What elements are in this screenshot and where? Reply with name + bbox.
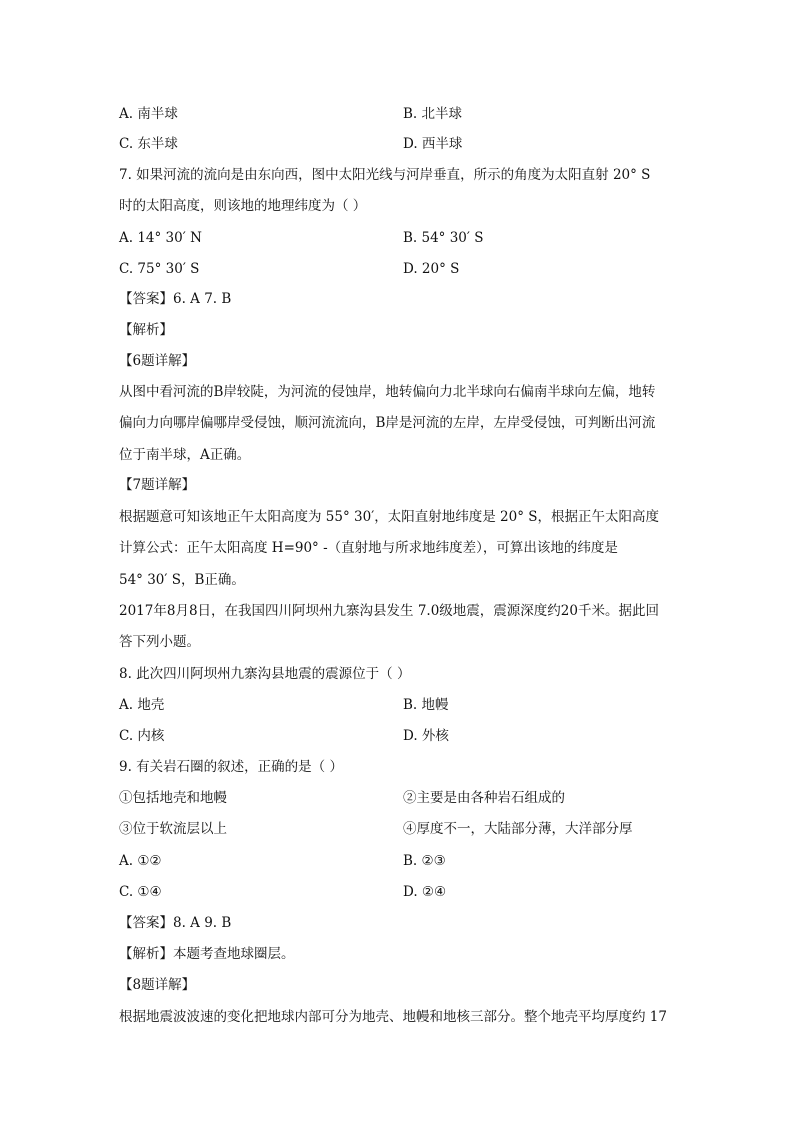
q9-option-c: C. ①④	[119, 884, 162, 900]
q7-stem-line-1: 7. 如果河流的流向是由东向西，图中太阳光线与河岸垂直，所示的角度为太阳直射 20° S	[119, 167, 651, 183]
q7-option-b: B. 54° 30′ S	[403, 230, 484, 246]
q9-option-b: B. ②③	[403, 853, 446, 869]
q8-detail-line-1: 根据地震波波速的变化把地球内部可分为地壳、地幔和地核三部分。整个地壳平均厚度约 17	[119, 1009, 667, 1025]
q9-statement-3: ③位于软流层以上	[119, 821, 227, 837]
q8-option-c: C. 内核	[119, 728, 165, 744]
q6-option-b: B. 北半球	[403, 106, 463, 122]
q9-statement-2: ②主要是由各种岩石组成的	[403, 790, 565, 806]
answer-6-7: 【答案】6. A 7. B	[119, 291, 232, 307]
q7-detail-line-1: 根据题意可知该地正午太阳高度为 55° 30′，太阳直射地纬度是 20° S，根据正午太阳高度	[119, 509, 660, 525]
q7-detail-line-3: 54° 30′ S，B正确。	[119, 572, 245, 588]
q8-option-b: B. 地幔	[403, 697, 449, 713]
q6-option-c: C. 东半球	[119, 136, 178, 152]
q6-detail-line-2: 偏向力向哪岸偏哪岸受侵蚀，顺河流流向，B岸是河流的左岸，左岸受侵蚀，可判断出河流	[119, 415, 656, 431]
analysis-8-9: 【解析】本题考查地球圈层。	[119, 946, 295, 962]
q6-detail-line-1: 从图中看河流的B岸较陡，为河流的侵蚀岸，地转偏向力北半球向右偏南半球向左偏，地转	[119, 384, 656, 400]
q6-detail-line-3: 位于南半球，A正确。	[119, 447, 251, 463]
q9-option-d: D. ②④	[403, 884, 447, 900]
analysis-heading: 【解析】	[119, 322, 173, 338]
q7-option-a: A. 14° 30′ N	[119, 230, 202, 246]
q6-option-a: A. 南半球	[119, 106, 178, 122]
q6-detail-heading: 【6题详解】	[119, 353, 196, 369]
q7-option-c: C. 75° 30′ S	[119, 261, 200, 277]
q7-stem-line-2: 时的太阳高度，则该地的地理纬度为（ ）	[119, 198, 367, 214]
answer-8-9: 【答案】8. A 9. B	[119, 915, 232, 931]
passage-line-2: 答下列小题。	[119, 634, 200, 650]
q7-option-d: D. 20° S	[403, 261, 460, 277]
q8-stem: 8. 此次四川阿坝州九寨沟县地震的震源位于（ ）	[119, 666, 411, 682]
q6-option-d: D. 西半球	[403, 136, 463, 152]
q8-option-d: D. 外核	[403, 728, 449, 744]
q9-statement-4: ④厚度不一，大陆部分薄，大洋部分厚	[403, 821, 633, 837]
q7-detail-line-2: 计算公式：正午太阳高度 H=90° -（直射地与所求地纬度差），可算出该地的纬度是	[119, 540, 618, 556]
q8-detail-heading: 【8题详解】	[119, 977, 196, 993]
q9-option-a: A. ①②	[119, 853, 162, 869]
q7-detail-heading: 【7题详解】	[119, 477, 196, 493]
q9-statement-1: ①包括地壳和地幔	[119, 790, 227, 806]
passage-line-1: 2017年8月8日，在我国四川阿坝州九寨沟县发生 7.0级地震，震源深度约20千米。据此回	[119, 603, 659, 619]
q9-stem: 9. 有关岩石圈的叙述，正确的是（ ）	[119, 759, 343, 775]
q8-option-a: A. 地壳	[119, 697, 165, 713]
